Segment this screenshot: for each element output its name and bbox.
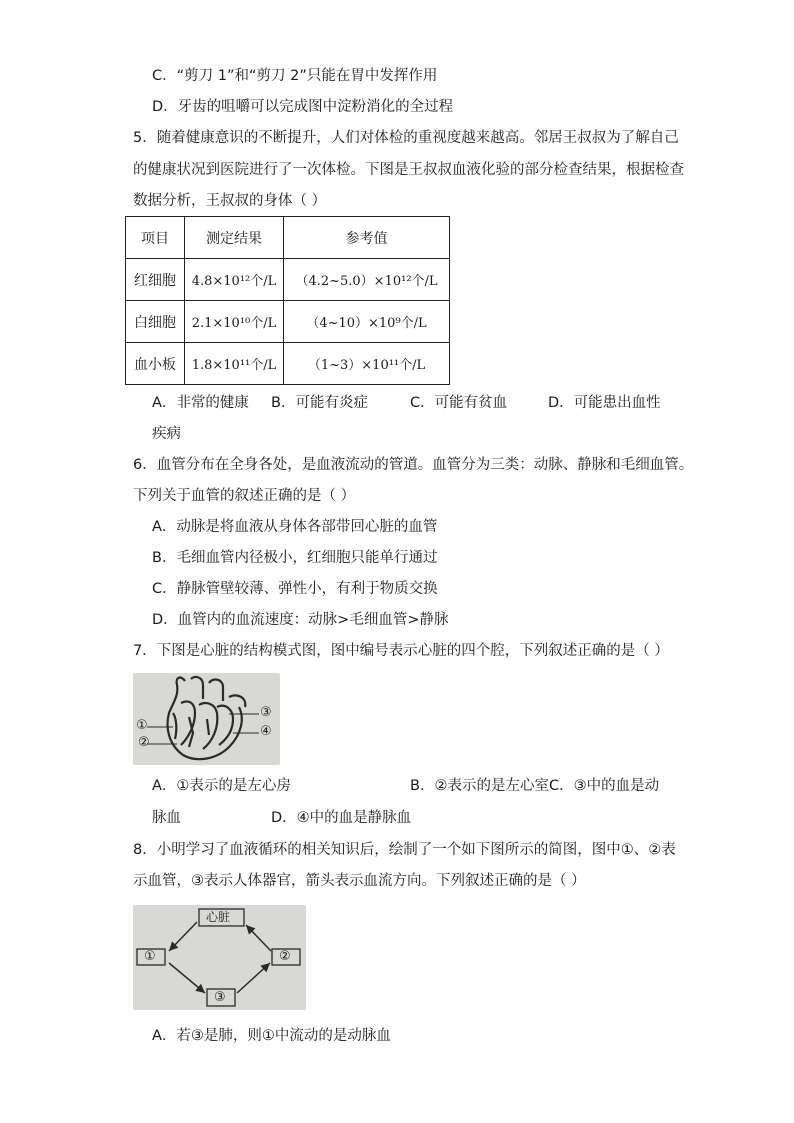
table-row (126, 343, 450, 385)
table-row (126, 301, 450, 343)
table-cell-item: 血小板 (126, 343, 185, 385)
q6-stem-line1: 6．血管分布在全身各处，是血液流动的管道。血管分为三类：动脉、静脉和毛细血管。 (133, 457, 694, 473)
table-cell-result: 4.8×10¹²个/L (185, 259, 284, 301)
circulation-diagram (133, 905, 306, 1010)
q7-stem: 7．下图是心脏的结构模式图，图中编号表示心脏的四个腔，下列叙述正确的是（ ） (133, 643, 669, 659)
table-header-cell: 参考值 (284, 217, 450, 259)
heart-label-4: ④ (260, 724, 272, 739)
q5-option-c: C．可能有贫血 (410, 395, 508, 411)
table-row (126, 259, 450, 301)
q5-option-b: B．可能有炎症 (271, 395, 368, 411)
table-header-cell: 项目 (126, 217, 185, 259)
table-header-cell: 测定结果 (185, 217, 284, 259)
q7-option-d: D．④中的血是静脉血 (271, 810, 412, 826)
q8-stem-line2: 示血管，③表示人体器官，箭头表示血流方向。下列叙述正确的是（ ） (133, 873, 586, 889)
q4-option-c: C．“剪刀 1”和“剪刀 2”只能在胃中发挥作用 (152, 68, 438, 84)
q6-option-b: B．毛细血管内径极小，红细胞只能单行通过 (152, 550, 438, 566)
heart-label-3: ③ (260, 705, 272, 720)
table-cell-item: 白细胞 (126, 301, 185, 343)
q5-option-a: A．非常的健康 (152, 395, 249, 411)
table-cell-result: 1.8×10¹¹个/L (185, 343, 284, 385)
q5-stem-line3: 数据分析，王叔叔的身体（ ） (133, 193, 327, 209)
table-cell-item: 红细胞 (126, 259, 185, 301)
heart-diagram-drawing (133, 673, 280, 765)
circulation-label-1: ① (144, 949, 156, 964)
table-cell-result: 2.1×10¹⁰个/L (185, 301, 284, 343)
q6-option-c: C．静脉管壁较薄、弹性小，有利于物质交换 (152, 581, 438, 597)
q6-option-a: A．动脉是将血液从身体各部带回心脏的血管 (152, 519, 438, 535)
table-cell-reference: （1~3）×10¹¹个/L (284, 343, 450, 385)
circulation-label-2: ② (279, 949, 291, 964)
q6-option-d: D．血管内的血流速度：动脉>毛细血管>静脉 (152, 612, 449, 628)
q7-option-c-continued: 脉血 (152, 810, 181, 826)
q8-stem-line1: 8．小明学习了血液循环的相关知识后，绘制了一个如下图所示的简图，图中①、②表 (133, 842, 676, 858)
heart-diagram (133, 673, 280, 765)
q7-option-a: A．①表示的是左心房 (152, 778, 291, 794)
q4-option-d: D．牙齿的咀嚼可以完成图中淀粉消化的全过程 (152, 99, 454, 115)
q7-option-bc: B．②表示的是左心室C．③中的血是动 (410, 778, 660, 794)
q5-option-d: D．可能患出血性 (548, 395, 661, 411)
table-cell-reference: （4~10）×10⁹个/L (284, 301, 450, 343)
q5-option-d-continued: 疾病 (152, 426, 181, 442)
table-cell-reference: （4.2~5.0）×10¹²个/L (284, 259, 450, 301)
table-header-row (126, 217, 450, 259)
circulation-label-3: ③ (214, 990, 226, 1005)
q5-stem-line1: 5．随着健康意识的不断提升，人们对体检的重视度越来越高。邻居王叔叔为了解自己 (133, 130, 679, 146)
q5-stem-line2: 的健康状况到医院进行了一次体检。下图是王叔叔血液化验的部分检查结果，根据检查 (133, 162, 684, 178)
q6-stem-line2: 下列关于血管的叙述正确的是（ ） (133, 488, 356, 504)
heart-label-2: ② (138, 735, 150, 750)
heart-label-1: ① (136, 718, 148, 733)
q8-option-a: A．若③是肺，则①中流动的是动脉血 (152, 1028, 391, 1044)
circulation-heart-label: 心脏 (206, 910, 231, 924)
blood-test-table (125, 216, 450, 385)
